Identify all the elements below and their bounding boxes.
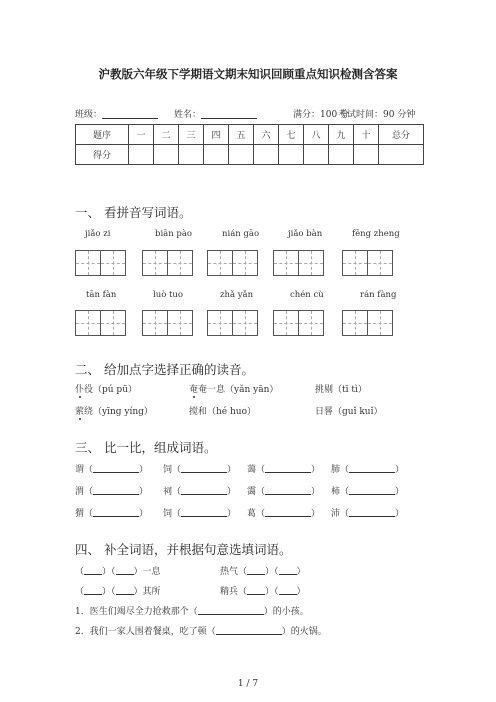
- section3-heading: 三、 比一比，组成词语。: [75, 440, 217, 455]
- section4-heading: 四、 补全词语，并根据句意选填词语。: [75, 542, 292, 557]
- idiom-fill: 热气（ ）（ ）: [220, 567, 306, 577]
- reading-choices: 和（hé huo）: [198, 407, 257, 417]
- class-label: 班级：: [75, 110, 103, 120]
- compare-row: 谓（ ）: [75, 465, 149, 475]
- score-table-header: [76, 125, 424, 145]
- class-blank: [102, 108, 158, 119]
- answer-blank[interactable]: [84, 585, 102, 595]
- question-text: ）的火锅。: [281, 627, 327, 637]
- idiom-fill: （ ）（ ）一息: [75, 567, 161, 577]
- pinyin: tān fàn: [86, 290, 117, 300]
- row-label: 得分: [76, 145, 129, 165]
- header-cell: 八: [304, 125, 329, 145]
- reading-choices: 奄一息（yǎn yān）: [198, 385, 279, 395]
- reading-item: [189, 404, 256, 417]
- header-cell: 六: [254, 125, 279, 145]
- header-cell: 九: [329, 125, 354, 145]
- writing-grid[interactable]: [273, 250, 324, 276]
- reading-choices: 晷（guǐ kuǐ）: [324, 407, 383, 417]
- writing-grid[interactable]: [342, 250, 393, 276]
- answer-blank[interactable]: [116, 585, 134, 595]
- writing-grid[interactable]: [75, 310, 126, 336]
- compare-row: 渭（ ）: [75, 487, 149, 497]
- score-cell[interactable]: [204, 145, 229, 165]
- compare-char: 渭: [75, 487, 85, 497]
- compare-char: 柿: [331, 487, 341, 497]
- answer-blank[interactable]: [84, 565, 102, 575]
- pinyin: luò tuo: [153, 290, 184, 300]
- compare-char: 肺: [331, 465, 341, 475]
- compare-char: 饲: [163, 465, 173, 475]
- reading-item: [189, 382, 278, 395]
- pinyin: jiǎo zi: [85, 229, 111, 239]
- score-table-row: [76, 145, 424, 165]
- plain-char: 搅: [189, 407, 199, 417]
- idiom-fill: 精兵（ ）（ ）: [220, 587, 306, 597]
- section1-heading: 一、 看拼音写词语。: [75, 205, 192, 220]
- idiom-part: 热气: [220, 567, 239, 577]
- writing-grid[interactable]: [142, 310, 193, 336]
- compare-row: 肺（ ）: [331, 465, 405, 475]
- score-cell[interactable]: [329, 145, 354, 165]
- answer-blank[interactable]: [181, 485, 227, 495]
- answer-blank[interactable]: [279, 585, 297, 595]
- compare-char: 猬: [75, 509, 85, 519]
- dotted-char: 奄: [189, 385, 199, 395]
- reading-item: [75, 404, 153, 417]
- name-field: [174, 107, 257, 120]
- pinyin: biān pào: [155, 229, 193, 239]
- answer-blank[interactable]: [349, 463, 395, 473]
- reading-choices: 役（pú pū）: [84, 385, 137, 395]
- compare-char: 葛: [247, 509, 257, 519]
- compare-row: 蔼（ ）: [247, 465, 321, 475]
- answer-blank[interactable]: [265, 485, 311, 495]
- compare-char: 霭: [247, 487, 257, 497]
- score-cell[interactable]: [354, 145, 379, 165]
- compare-row: 祠（ ）: [163, 487, 237, 497]
- header-cell: 一: [129, 125, 154, 145]
- reading-choices: 剔（tī tì）: [324, 385, 367, 395]
- dotted-char: 萦: [75, 407, 85, 417]
- idiom-part: 其所: [142, 587, 161, 597]
- compare-char: 饲: [163, 509, 173, 519]
- question-2: [75, 624, 327, 637]
- score-cell[interactable]: [129, 145, 154, 165]
- answer-blank[interactable]: [265, 507, 311, 517]
- compare-row: 沛（ ）: [331, 509, 405, 519]
- compare-row: 霭（ ）: [247, 487, 321, 497]
- plain-char: 挑: [315, 385, 325, 395]
- answer-blank[interactable]: [265, 463, 311, 473]
- answer-blank[interactable]: [93, 485, 139, 495]
- writing-grid[interactable]: [142, 250, 193, 276]
- score-cell[interactable]: [229, 145, 254, 165]
- pinyin: jiǎo bàn: [288, 229, 323, 239]
- pinyin: nián gāo: [222, 229, 260, 239]
- score-cell[interactable]: [254, 145, 279, 165]
- score-cell[interactable]: [179, 145, 204, 165]
- header-cell: 五: [229, 125, 254, 145]
- answer-blank[interactable]: [349, 485, 395, 495]
- reading-choices: 绕（yīng yíng）: [84, 407, 153, 417]
- idiom-fill: （ ）（ ）其所: [75, 587, 161, 597]
- reading-item: [75, 382, 137, 395]
- question-text: 1．医生们竭尽全力抢救那个（: [75, 607, 198, 617]
- reading-item: [315, 404, 382, 417]
- idiom-part: 一息: [142, 567, 161, 577]
- pinyin: fēng zheng: [352, 229, 400, 239]
- full-score: 满分：100 分: [293, 110, 350, 120]
- writing-grid[interactable]: [273, 310, 324, 336]
- compare-char: 沛: [331, 509, 341, 519]
- pinyin: chén cù: [290, 290, 324, 300]
- score-table: [75, 124, 424, 165]
- compare-row: 葛（ ）: [247, 509, 321, 519]
- score-cell[interactable]: [279, 145, 304, 165]
- class-field: [75, 107, 158, 120]
- header-cell: 四: [204, 125, 229, 145]
- exam-time: 考试时间：90 分钟: [338, 110, 416, 120]
- compare-row: 饲（ ）: [163, 465, 237, 475]
- header-cell: 七: [279, 125, 304, 145]
- writing-grid[interactable]: [342, 310, 393, 336]
- answer-blank[interactable]: [93, 507, 139, 517]
- pinyin: rán fàng: [360, 290, 397, 300]
- compare-char: 蔼: [247, 465, 257, 475]
- name-blank: [201, 108, 257, 119]
- answer-blank[interactable]: [93, 463, 139, 473]
- answer-blank[interactable]: [198, 605, 264, 615]
- answer-blank[interactable]: [116, 565, 134, 575]
- header-cell: 总分: [379, 125, 424, 145]
- question-text: 2．我们一家人围着餐桌，吃了顿（: [75, 627, 216, 637]
- reading-item: [315, 382, 367, 395]
- writing-grid[interactable]: [207, 250, 258, 276]
- answer-blank[interactable]: [247, 585, 265, 595]
- header-cell: 二: [154, 125, 179, 145]
- writing-grid[interactable]: [75, 250, 126, 276]
- question-text: ）的小孩。: [263, 607, 309, 617]
- answer-blank[interactable]: [279, 565, 297, 575]
- compare-char: 谓: [75, 465, 85, 475]
- page-title: 沪教版六年级下学期语文期末知识回顾重点知识检测含答案: [98, 67, 398, 81]
- score-cell[interactable]: [379, 145, 424, 165]
- answer-blank[interactable]: [247, 565, 265, 575]
- header-cell: 题序: [76, 125, 129, 145]
- compare-char: 祠: [163, 487, 173, 497]
- page-number: 1 / 7: [237, 679, 259, 689]
- header-cell: 十: [354, 125, 379, 145]
- compare-row: 猬（ ）: [75, 509, 149, 519]
- dotted-char: 仆: [75, 385, 85, 395]
- answer-blank[interactable]: [216, 625, 282, 635]
- writing-grid[interactable]: [207, 310, 258, 336]
- answer-blank[interactable]: [181, 507, 227, 517]
- answer-blank[interactable]: [349, 507, 395, 517]
- plain-char: 日: [315, 407, 325, 417]
- idiom-part: 精兵: [220, 587, 239, 597]
- score-cell[interactable]: [304, 145, 329, 165]
- score-cell[interactable]: [154, 145, 179, 165]
- compare-row: 饲（ ）: [163, 509, 237, 519]
- question-1: [75, 604, 309, 617]
- compare-row: 柿（ ）: [331, 487, 405, 497]
- name-label: 姓名：: [174, 110, 202, 120]
- answer-blank[interactable]: [181, 463, 227, 473]
- pinyin: zhǎ yǎn: [220, 290, 254, 300]
- section2-heading: 二、 给加点字选择正确的读音。: [75, 362, 254, 377]
- header-cell: 三: [179, 125, 204, 145]
